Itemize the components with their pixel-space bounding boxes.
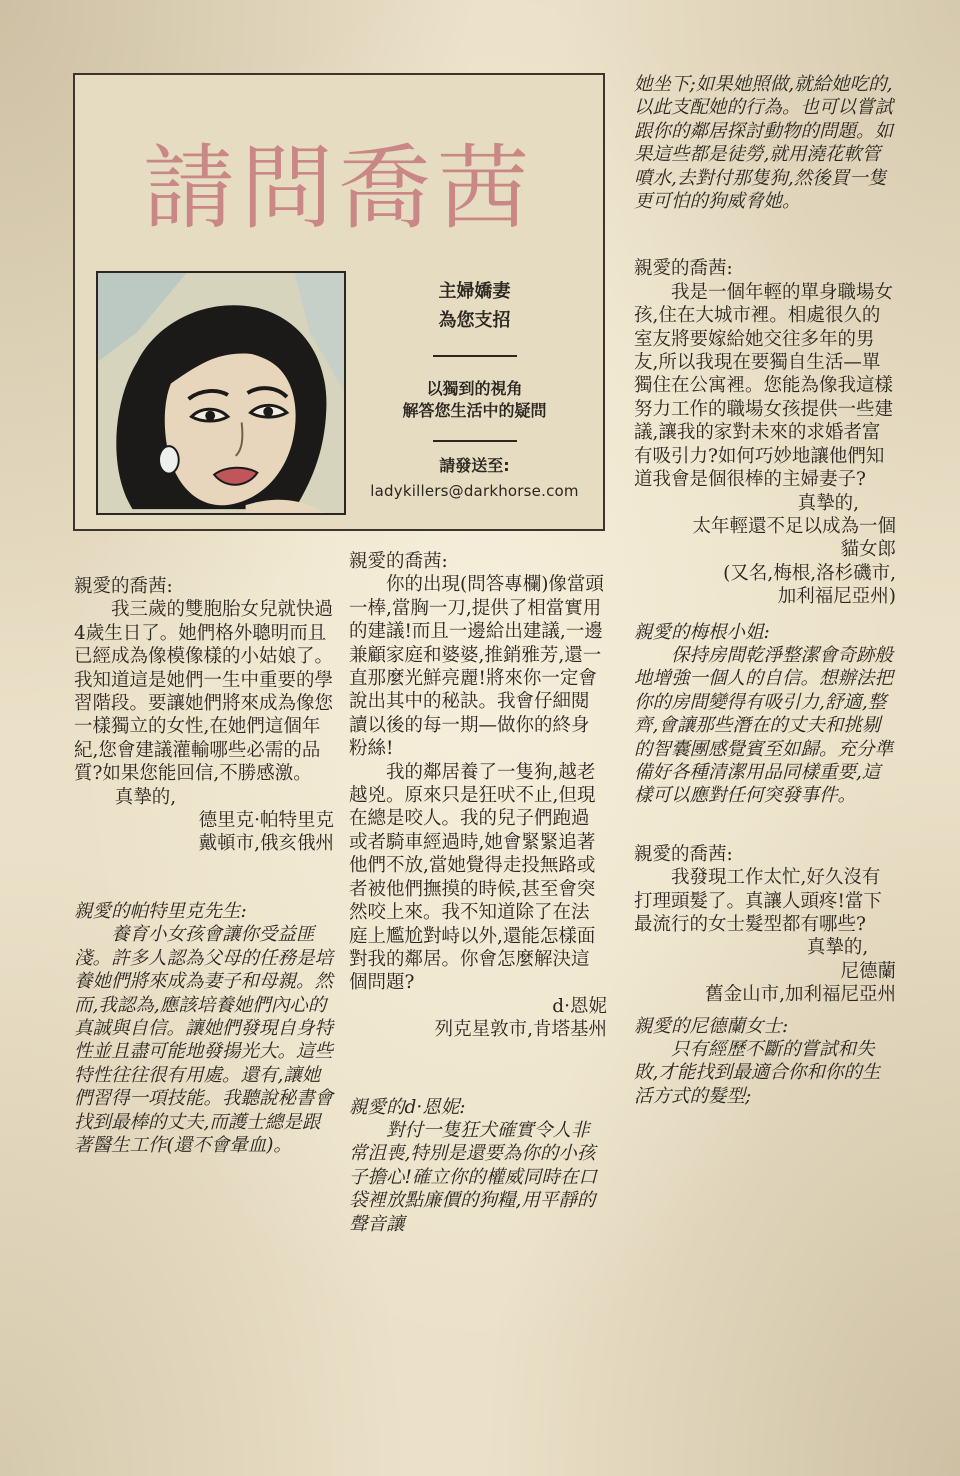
letter-signature: d·恩妮 — [552, 995, 607, 1017]
reply-body: 只有經歷不斷的嘗試和失敗,才能找到最適合你和你的生活方式的髮型; — [634, 1039, 881, 1107]
tagline-line-1: 主婦嬌妻 — [438, 281, 511, 302]
letter-signature: 貓女郎 — [840, 539, 896, 561]
reply-body-continued: 她坐下;如果她照做,就給她吃的,以此支配她的行為。也可以嘗試跟你的鄰居探討動物的問題。如果這些都是徒勞,就用澆花軟管噴水,去對付那隻狗,然後買一隻更可怕的狗威脅她。 — [634, 74, 894, 213]
contact-email: ladykillers@darkhorse.com — [370, 482, 579, 500]
letter-closing: 真摯的, — [114, 786, 177, 808]
divider — [433, 440, 517, 442]
column-1 — [74, 575, 334, 1157]
tagline-line-2: 為您支招 — [438, 310, 511, 331]
column-title: 請問喬茜 — [142, 135, 535, 242]
letter-location: 戴頓市,俄亥俄州 — [198, 833, 334, 855]
reply-body: 對付一隻狂犬確實令人非常沮喪,特別是還要為你的小孩子擔心!確立你的權威同時在口袋裡放點廉價的狗糧,用平靜的聲音讓 — [349, 1119, 597, 1235]
letter-salutation: 親愛的喬茜: — [74, 576, 173, 597]
letter-location: (又名,梅根,洛杉磯市, — [723, 562, 896, 584]
reply-salutation: 親愛的帕特里克先生: — [74, 900, 247, 922]
letter-body: 你的出現(問答專欄)像當頭一棒,當胸一刀,提供了相當實用的建議!而且一邊給出建議,一邊兼顧家庭和婆婆,推銷雅芳,還一直那麼光鮮亮麗!將來你一定會說出其中的秘訣。我會仔細閱讀以後的每一期—做你的終身粉絲! — [349, 574, 604, 760]
reply-body: 保持房間乾淨整潔會奇跡般地增強一個人的自信。想辦法把你的房間變得有吸引力,舒適,整齊,會讓那些潛在的丈夫和挑剔的智囊團感覺賓至如歸。充分準備好各種清潔用品同樣重要,這樣可以應對任何突發事件。 — [634, 644, 894, 807]
letter-signature: 尼德蘭 — [840, 960, 896, 982]
column-info — [347, 271, 602, 504]
column-2 — [349, 550, 607, 1236]
letter-location: 列克星敦市,肯塔基州 — [434, 1019, 607, 1041]
letter-signature: 德里克·帕特里克 — [198, 810, 334, 832]
reply-salutation: 親愛的梅根小姐: — [634, 621, 770, 643]
letter-body: 我是一個年輕的單身職場女孩,住在大城市裡。相處很久的室友將要嫁給她交往多年的男友,所以我現在要獨自生活—單獨住在公寓裡。您能為像我這樣努力工作的職場女孩提供一些建議,讓我的家對未來的求婚者富有吸引力?如何巧妙地讓他們知道我會是個很棒的主婦妻子? — [634, 281, 894, 491]
letter-location: 加利福尼亞州) — [777, 586, 896, 608]
reply-body: 養育小女孩會讓你受益匪淺。許多人認為父母的任務是培養她們將來成為妻子和母親。然而,我認為,應該培養她們內心的真誠與自信。讓她們發現自身特性並且盡可能地發揚光大。這些特性往往很有用處。還有,讓她們習得一項技能。我聽說秘書會找到最棒的丈夫,而護士總是跟著醫生工作(還不會暈血)。 — [74, 924, 334, 1156]
letter-salutation: 親愛的喬茜: — [634, 258, 733, 280]
reply-salutation: 親愛的d·恩妮: — [349, 1096, 466, 1118]
column-3 — [634, 73, 896, 1108]
subtitle — [347, 378, 602, 422]
subtitle-line-1: 以獨到的視角 — [426, 379, 523, 398]
column-header-box — [73, 73, 605, 531]
letter-location: 舊金山市,加利福尼亞州 — [705, 984, 896, 1006]
subtitle-line-2: 解答您生活中的疑問 — [402, 401, 547, 420]
letter-salutation: 親愛的喬茜: — [349, 551, 448, 572]
letter-salutation: 親愛的喬茜: — [634, 843, 733, 865]
tagline — [347, 277, 602, 335]
letter-body: 我發現工作太忙,好久沒有打理頭髮了。真讓人頭疼!當下最流行的女士髮型都有哪些? — [634, 867, 882, 935]
letter-signature: 太年輕還不足以成為一個 — [692, 515, 896, 537]
letter-body: 我的鄰居養了一隻狗,越老越兇。原來只是狂吠不止,但現在總是咬人。我的兒子們跑過或者騎車經過時,她會緊緊追著他們不放,當她覺得走投無路或者被他們撫摸的時候,甚至會突然咬上來。我不知道除了在法庭上尷尬對峙以外,還能怎樣面對我的鄰居。你會怎麼解決這個問題? — [349, 761, 596, 994]
housewife-portrait-icon — [96, 271, 346, 515]
letter-closing: 真摯的, — [797, 492, 859, 514]
divider — [433, 355, 517, 357]
reply-salutation: 親愛的尼德蘭女士: — [634, 1015, 789, 1037]
send-label: 請發送至: — [439, 456, 510, 475]
letter-body: 我三歲的雙胞胎女兒就快過4歲生日了。她們格外聰明而且已經成為像模像樣的小姑娘了。我知道這是她們一生中重要的學習階段。要讓她們將來成為像您一樣獨立的女性,在她們這個年紀,您會建議灌輸哪些必需的品質?如果您能回信,不勝感激。 — [74, 599, 334, 785]
letter-closing: 真摯的, — [806, 937, 869, 959]
